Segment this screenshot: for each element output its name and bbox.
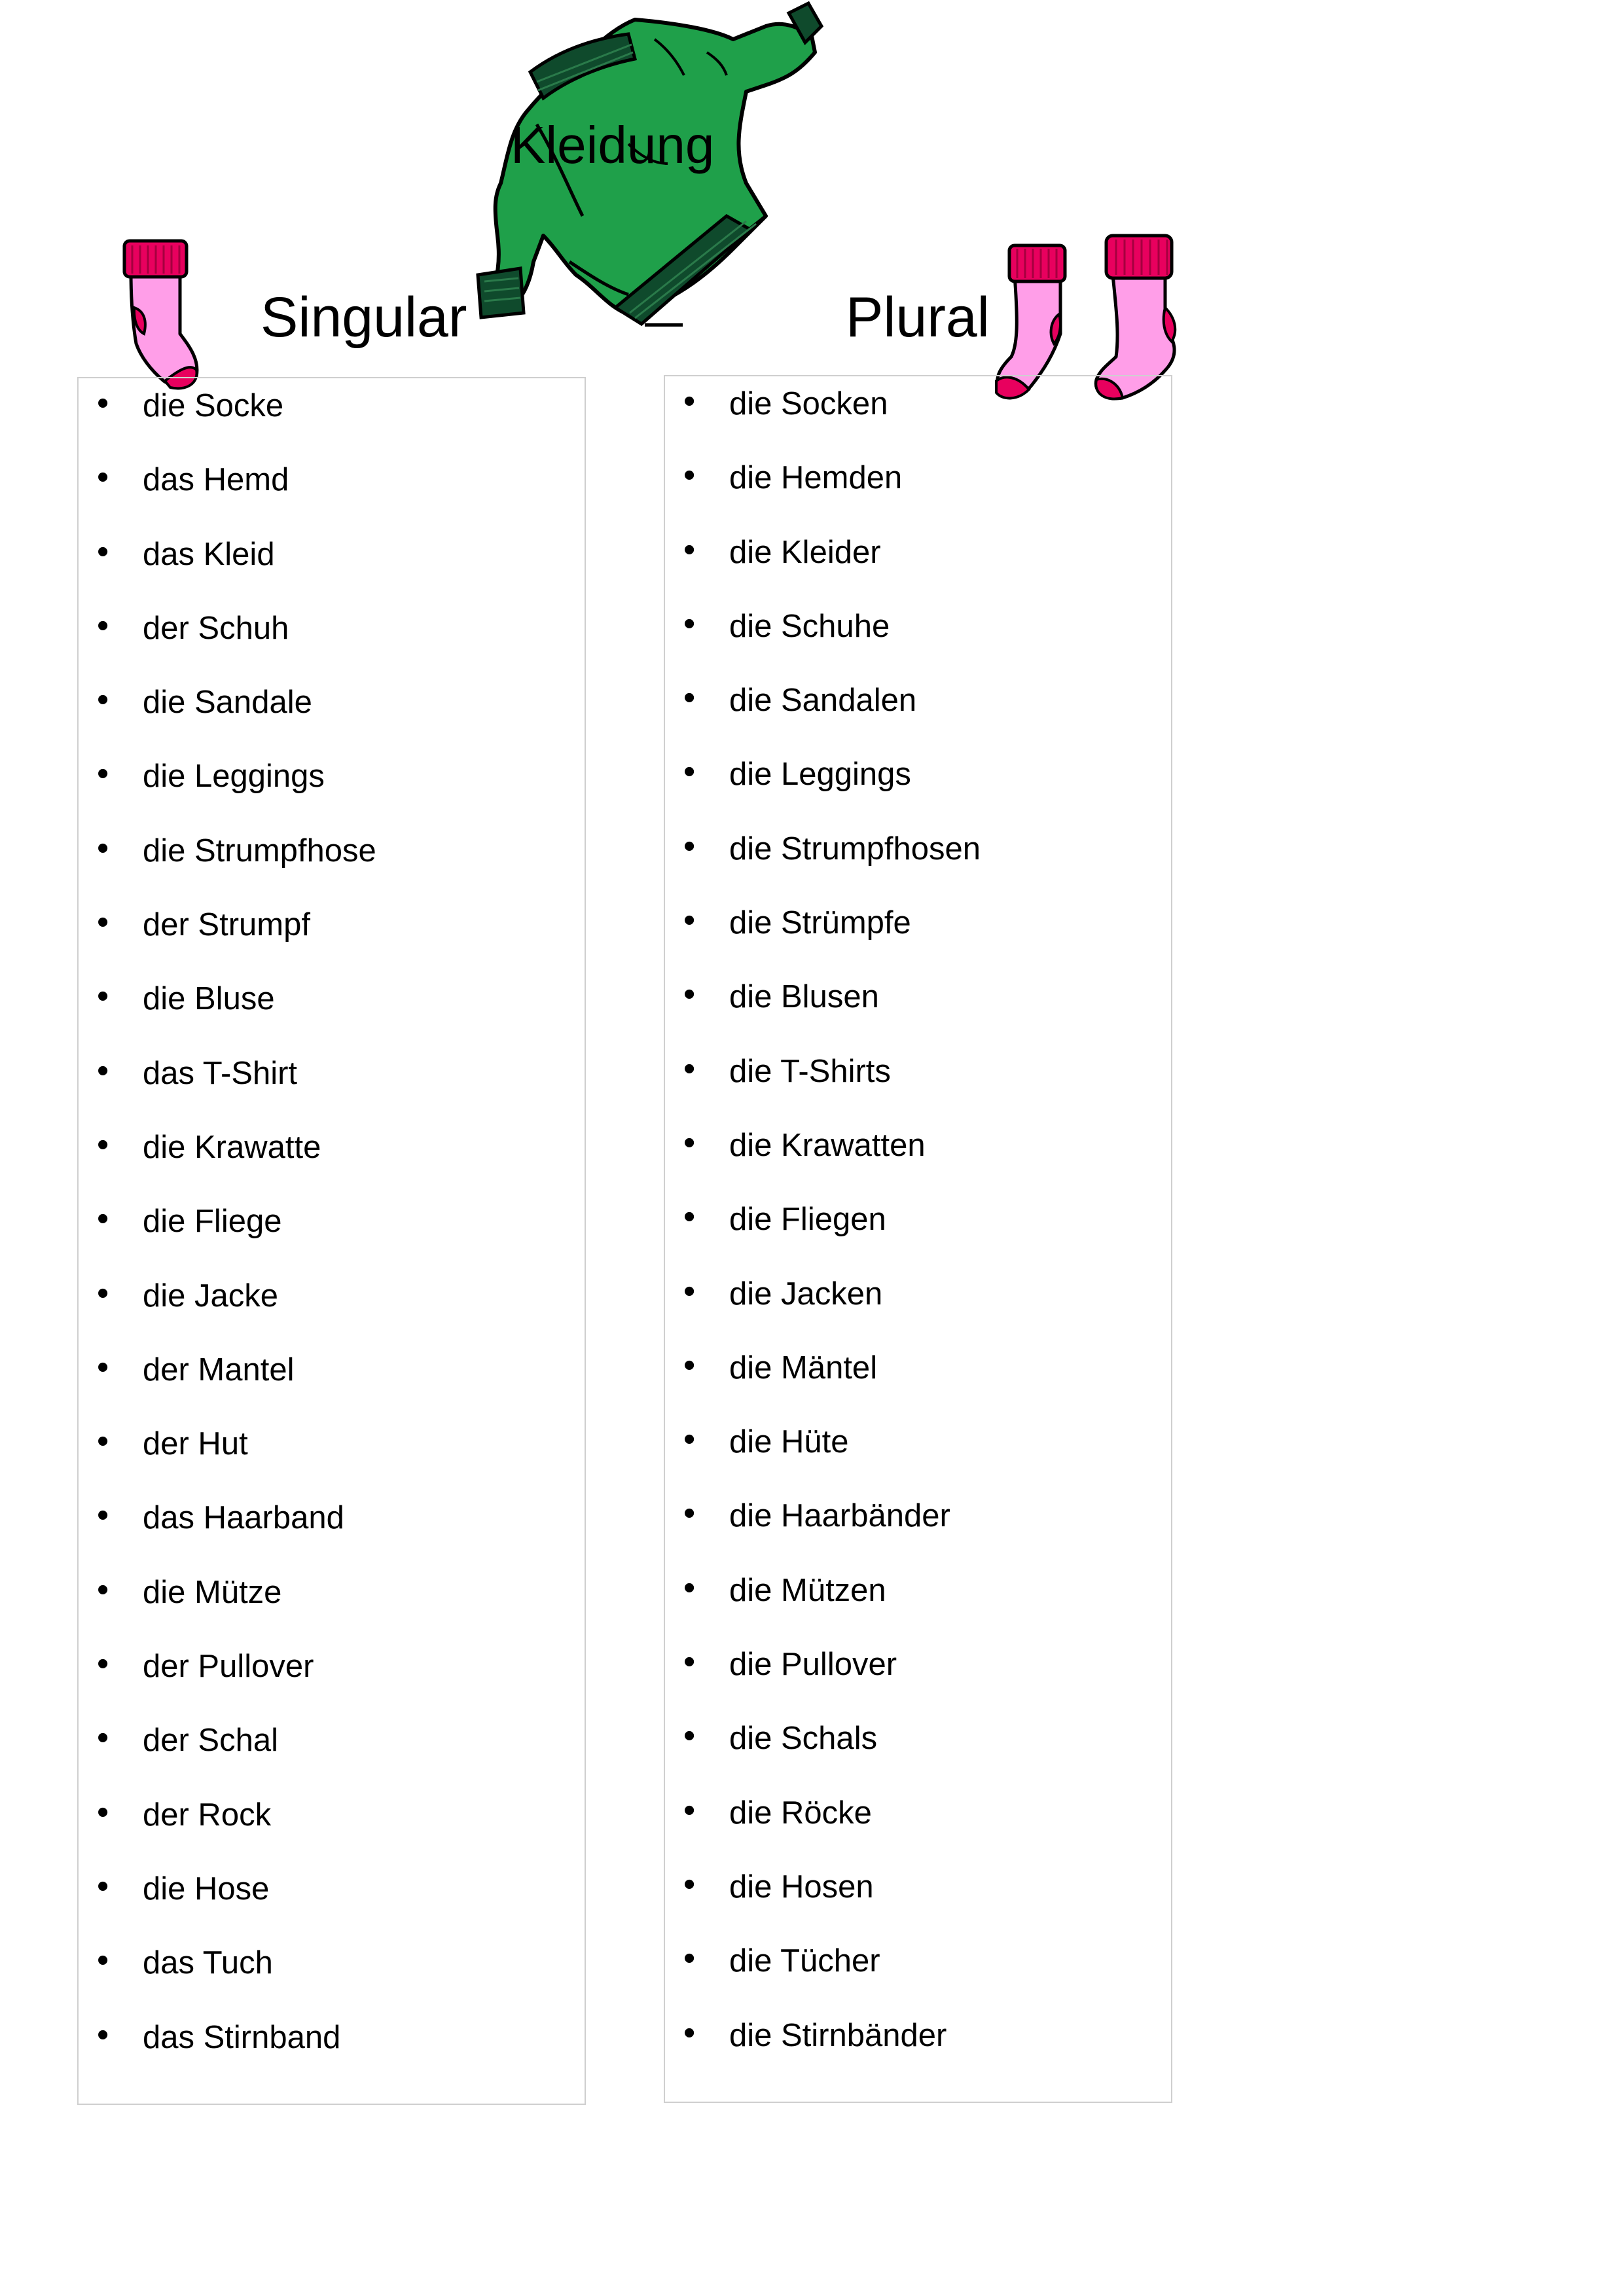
bullet: • — [97, 1793, 109, 1831]
bullet: • — [97, 755, 109, 793]
list-item-text: die Pullover — [729, 1647, 897, 1683]
bullet: • — [97, 977, 109, 1016]
list-item-text: die Mützen — [729, 1572, 886, 1608]
list-item-text: der Rock — [143, 1797, 272, 1833]
bullet: • — [683, 1494, 696, 1533]
list-item-text: die Hosen — [729, 1869, 874, 1905]
list-item-text: die Strumpfhose — [143, 833, 376, 869]
bullet: • — [97, 903, 109, 942]
bullet: • — [97, 1867, 109, 1905]
list-item-text: die Leggings — [143, 759, 325, 795]
list-item-text: das Hemd — [143, 462, 289, 498]
bullet: • — [97, 532, 109, 571]
list-item-text: das Kleid — [143, 536, 275, 572]
bullet: • — [683, 1865, 696, 1903]
list-item-text: die Mütze — [143, 1574, 282, 1610]
list-item-text: der Schuh — [143, 610, 289, 646]
list-item-text: die Schuhe — [729, 608, 890, 644]
bullet: • — [683, 456, 696, 495]
list-item-text: die Stirnbänder — [729, 2017, 947, 2053]
list-item-text: die Schals — [729, 1721, 878, 1757]
singular-heading: Singular — [261, 286, 467, 349]
bullet: • — [97, 1719, 109, 1757]
bullet: • — [97, 1125, 109, 1164]
bullet: • — [97, 458, 109, 497]
sock-icon — [118, 236, 209, 393]
list-item-text: die Hüte — [729, 1424, 849, 1460]
bullet: • — [683, 1791, 696, 1829]
bullet: • — [97, 1051, 109, 1090]
list-item-text: die Sandalen — [729, 683, 917, 719]
bullet: • — [683, 975, 696, 1014]
list-item-text: die Jacken — [729, 1276, 883, 1312]
bullet: • — [97, 606, 109, 645]
list-item-text: das Stirnband — [143, 2019, 341, 2055]
list-item-text: die Kleider — [729, 534, 881, 570]
list-item-text: das T-Shirt — [143, 1055, 298, 1091]
list-item-text: die Krawatten — [729, 1127, 926, 1163]
bullet: • — [683, 1568, 696, 1607]
bullet: • — [97, 1645, 109, 1683]
list-item-text: die Strumpfhosen — [729, 831, 981, 867]
list-item-text: die Haarbänder — [729, 1498, 950, 1534]
bullet: • — [683, 1939, 696, 1978]
bullet: • — [97, 1348, 109, 1386]
list-item-text: die Blusen — [729, 979, 879, 1015]
bullet: • — [97, 1274, 109, 1312]
bullet: • — [97, 1570, 109, 1609]
list-item-text: der Schal — [143, 1723, 279, 1759]
list-item-text: die Socken — [729, 386, 888, 422]
divider-dash — [645, 323, 683, 327]
list-item-text: die Krawatte — [143, 1129, 321, 1165]
bullet: • — [683, 901, 696, 940]
list-item-text: die Mäntel — [729, 1350, 878, 1386]
list-item-text: der Hut — [143, 1426, 248, 1462]
list-item-text: die Bluse — [143, 981, 275, 1017]
bullet: • — [683, 382, 696, 420]
list-item-text: der Strumpf — [143, 907, 310, 943]
bullet: • — [683, 1643, 696, 1681]
bullet: • — [683, 1123, 696, 1162]
plural-heading: Plural — [846, 286, 990, 349]
list-item-text: die Hose — [143, 1871, 270, 1907]
list-item-text: die Jacke — [143, 1278, 279, 1314]
list-item-text: die Strümpfe — [729, 905, 911, 941]
list-item-text: die Röcke — [729, 1795, 872, 1831]
list-item-text: die Tücher — [729, 1943, 880, 1979]
bullet: • — [683, 827, 696, 865]
list-item-text: die Socke — [143, 388, 284, 423]
bullet: • — [97, 1496, 109, 1535]
bullet: • — [683, 604, 696, 643]
bullet: • — [683, 1198, 696, 1236]
bullet: • — [683, 530, 696, 569]
bullet: • — [683, 1049, 696, 1088]
bullet: • — [97, 384, 109, 422]
bullet: • — [97, 2015, 109, 2054]
bullet: • — [683, 1272, 696, 1310]
bullet: • — [683, 679, 696, 717]
bullet: • — [97, 681, 109, 719]
bullet: • — [683, 2013, 696, 2052]
list-item-text: die T-Shirts — [729, 1053, 891, 1089]
list-item-text: die Leggings — [729, 757, 911, 793]
list-item-text: der Mantel — [143, 1352, 295, 1388]
bullet: • — [683, 1420, 696, 1459]
list-item-text: das Tuch — [143, 1945, 273, 1981]
bullet: • — [683, 1717, 696, 1755]
list-item-text: die Fliege — [143, 1204, 282, 1240]
list-item-text: die Hemden — [729, 460, 903, 496]
list-item-text: der Pullover — [143, 1649, 314, 1685]
bullet: • — [683, 753, 696, 791]
bullet: • — [97, 1941, 109, 1980]
bullet: • — [683, 1346, 696, 1384]
page-title: Kleidung — [511, 116, 715, 174]
bullet: • — [97, 829, 109, 867]
bullet: • — [97, 1422, 109, 1461]
list-item-text: das Haarband — [143, 1500, 344, 1536]
bullet: • — [97, 1200, 109, 1238]
list-item-text: die Sandale — [143, 685, 312, 721]
list-item-text: die Fliegen — [729, 1202, 886, 1238]
